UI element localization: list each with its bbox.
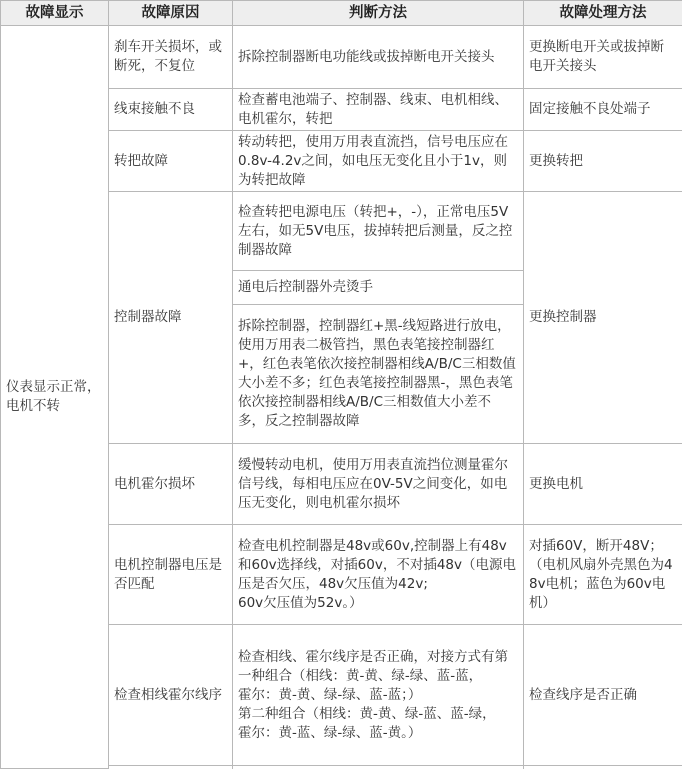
- method-cell: 检查相线、霍尔线序是否正确，对接方式有第一种组合（相线：黄-黄、绿-绿、蓝-蓝， 霍尔：黄-黄、绿-绿、蓝-蓝；） 第二种组合（相线：黄-黄、绿-蓝、蓝-绿， 霍尔：黄-蓝、绿-绿、蓝-黄。）: [233, 625, 524, 766]
- empty-cell: [233, 766, 524, 769]
- header-symptom: 故障显示: [1, 1, 109, 26]
- solution-cell: 更换控制器: [524, 192, 682, 444]
- solution-cell: 更换电机: [524, 444, 682, 525]
- cause-cell: 控制器故障: [109, 192, 233, 444]
- cause-cell: 线束接触不良: [109, 89, 233, 131]
- method-cell: 检查电机控制器是48v或60v,控制器上有48v和60v选择线，对插60v，不对插48v（电源电压是否欠压，48v欠压值为42v; 60v欠压值为52v。）: [233, 525, 524, 625]
- method-cell: 缓慢转动电机，使用万用表直流挡位测量霍尔信号线，每相电压应在0V-5V之间变化，如电压无变化，则电机霍尔损坏: [233, 444, 524, 525]
- solution-cell: 固定接触不良处端子: [524, 89, 682, 131]
- cause-cell: 电机控制器电压是否匹配: [109, 525, 233, 625]
- solution-cell: 检查线序是否正确: [524, 625, 682, 766]
- cause-cell: 电机霍尔损坏: [109, 444, 233, 525]
- header-method: 判断方法: [233, 1, 524, 26]
- table-row: [1, 26, 682, 89]
- table-header-row: [1, 1, 682, 26]
- solution-cell: 对插60V，断开48V；（电机风扇外壳黑色为48v电机；蓝色为60v电机）: [524, 525, 682, 625]
- cause-cell: 转把故障: [109, 131, 233, 192]
- solution-cell: 更换转把: [524, 131, 682, 192]
- method-cell: 检查蓄电池端子、控制器、线束、电机相线、电机霍尔，转把: [233, 89, 524, 131]
- empty-cell: [524, 766, 682, 769]
- empty-cell: [109, 766, 233, 769]
- cause-cell: 检查相线霍尔线序: [109, 625, 233, 766]
- cause-cell: 刹车开关损坏，或断死，不复位: [109, 26, 233, 89]
- symptom-cell: 仪表显示正常，电机不转: [1, 26, 109, 769]
- solution-cell: 更换断电开关或拔掉断电开关接头: [524, 26, 682, 89]
- method-cell: 通电后控制器外壳烫手: [233, 271, 524, 305]
- method-cell: 拆除控制器，控制器红+黑-线短路进行放电，使用万用表二极管挡，黑色表笔接控制器红+，红色表笔依次接控制器相线A/B/C三相数值大小差不多；红色表笔接控制器黑-，黑色表笔依次接控制器相线A/B/C三相数值大小差不多，反之控制器故障: [233, 305, 524, 444]
- method-cell: 检查转把电源电压（转把+，-），正常电压5V左右，如无5V电压，拔掉转把后测量，反之控制器故障: [233, 192, 524, 271]
- method-cell: 转动转把，使用万用表直流挡，信号电压应在0.8v-4.2v之间，如电压无变化且小于1v，则为转把故障: [233, 131, 524, 192]
- header-cause: 故障原因: [109, 1, 233, 26]
- method-cell: 拆除控制器断电功能线或拔掉断电开关接头: [233, 26, 524, 89]
- header-solution: 故障处理方法: [524, 1, 682, 26]
